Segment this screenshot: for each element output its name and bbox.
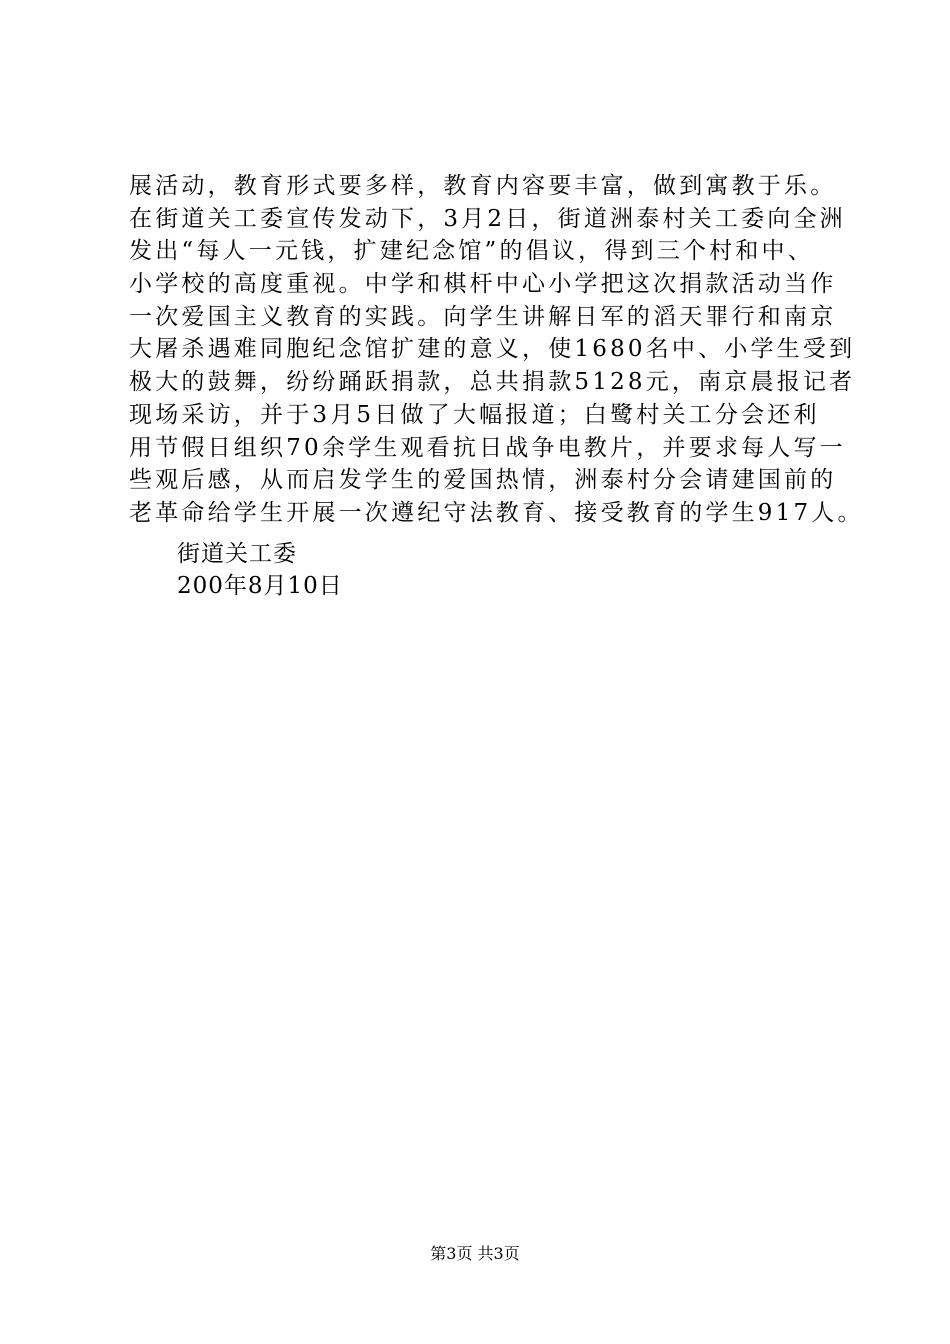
paragraph-line: 现场采访，并于3月5日做了大幅报道；白鹭村关工分会还利 bbox=[129, 401, 820, 428]
paragraph-line: 用节假日组织70余学生观看抗日战争电教片，并要求每人写一 bbox=[129, 434, 846, 461]
paragraph-line: 在街道关工委宣传发动下，3月2日，街道洲泰村关工委向全洲 bbox=[129, 205, 846, 232]
paragraph-line: 大屠杀遇难同胞纪念馆扩建的意义，使1680名中、小学生受到 bbox=[129, 336, 856, 363]
paragraph-line: 展活动，教育形式要多样，教育内容要丰富，做到寓教于乐。 bbox=[129, 173, 837, 199]
paragraph-line: 些观后感，从而启发学生的爱国热情，洲泰村分会请建国前的 bbox=[129, 467, 837, 494]
paragraph-line: 发出“每人一元钱，扩建纪念馆”的倡议，得到三个村和中、 bbox=[129, 238, 814, 265]
signature-date: 200年8月10日 bbox=[177, 573, 343, 599]
paragraph-line: 老革命给学生开展一次遵纪守法教育、接受教育的学生917人。 bbox=[129, 499, 864, 526]
page-footer: 第3页 共3页 bbox=[430, 1244, 520, 1263]
body-paragraph bbox=[129, 170, 864, 530]
paragraph-line: 极大的鼓舞，纷纷踊跃捐款，总共捐款5128元，南京晨报记者 bbox=[129, 369, 856, 396]
signature-block bbox=[177, 538, 343, 602]
signature-organization: 街道关工委 bbox=[177, 541, 297, 567]
paragraph-line: 一次爱国主义教育的实践。向学生讲解日军的滔天罪行和南京 bbox=[129, 303, 837, 330]
paragraph-line: 小学校的高度重视。中学和棋杆中心小学把这次捐款活动当作 bbox=[129, 271, 837, 298]
